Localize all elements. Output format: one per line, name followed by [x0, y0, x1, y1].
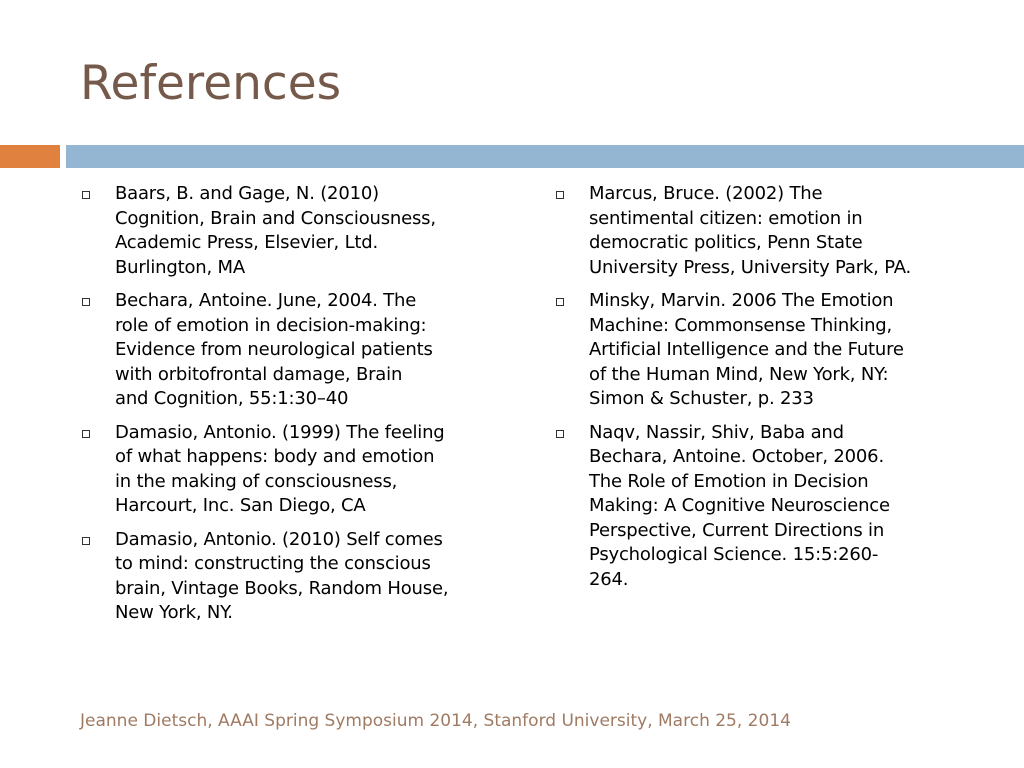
reference-item — [80, 421, 500, 519]
slide-footer: Jeanne Dietsch, AAAI Spring Symposium 2014, Stanford University, March 25, 2014 — [80, 711, 791, 731]
reference-text: Minsky, Marvin. 2006 The Emotion Machine: Commonsense Thinking, Artificial Intelligence and the Future of the Human Mind, New York, NY: Simon & Schuster, p. 233 — [589, 290, 904, 409]
reference-item — [554, 182, 974, 280]
reference-item — [80, 289, 500, 412]
references-column-right — [554, 182, 974, 601]
reference-text: Naqv, Nassir, Shiv, Baba and Bechara, Antoine. October, 2006. The Role of Emotion in Decision Making: A Cognitive Neuroscience Perspective, Current Directions in Psychological Science. 15:5:260- 264. — [589, 421, 890, 590]
reference-text: Damasio, Antonio. (2010) Self comes to mind: constructing the conscious brain, Vintage Books, Random House, New York, NY. — [115, 528, 449, 623]
reference-text: Baars, B. and Gage, N. (2010) Cognition, Brain and Consciousness, Academic Press, Elsevier, Ltd. Burlington, MA — [115, 183, 436, 278]
square-bullet-icon — [556, 298, 564, 306]
reference-item — [80, 528, 500, 626]
square-bullet-icon — [556, 430, 564, 438]
accent-bar-orange — [0, 145, 60, 168]
reference-text: Marcus, Bruce. (2002) The sentimental citizen: emotion in democratic politics, Penn State University Press, University Park, PA. — [589, 183, 912, 278]
reference-item — [554, 289, 974, 412]
reference-text: Bechara, Antoine. June, 2004. The role of emotion in decision-making: Evidence from neurological patients with orbitofrontal damage, Brain and Cognition, 55:1:30–40 — [115, 290, 433, 409]
reference-text: Damasio, Antonio. (1999) The feeling of what happens: body and emotion in the making of consciousness, Harcourt, Inc. San Diego, CA — [115, 421, 445, 516]
slide-title: References — [80, 56, 342, 111]
reference-item — [80, 182, 500, 280]
references-column-left — [80, 182, 500, 635]
square-bullet-icon — [82, 191, 90, 199]
reference-item — [554, 421, 974, 593]
square-bullet-icon — [82, 430, 90, 438]
square-bullet-icon — [82, 537, 90, 545]
accent-bar-blue — [66, 145, 1024, 168]
square-bullet-icon — [82, 298, 90, 306]
square-bullet-icon — [556, 191, 564, 199]
